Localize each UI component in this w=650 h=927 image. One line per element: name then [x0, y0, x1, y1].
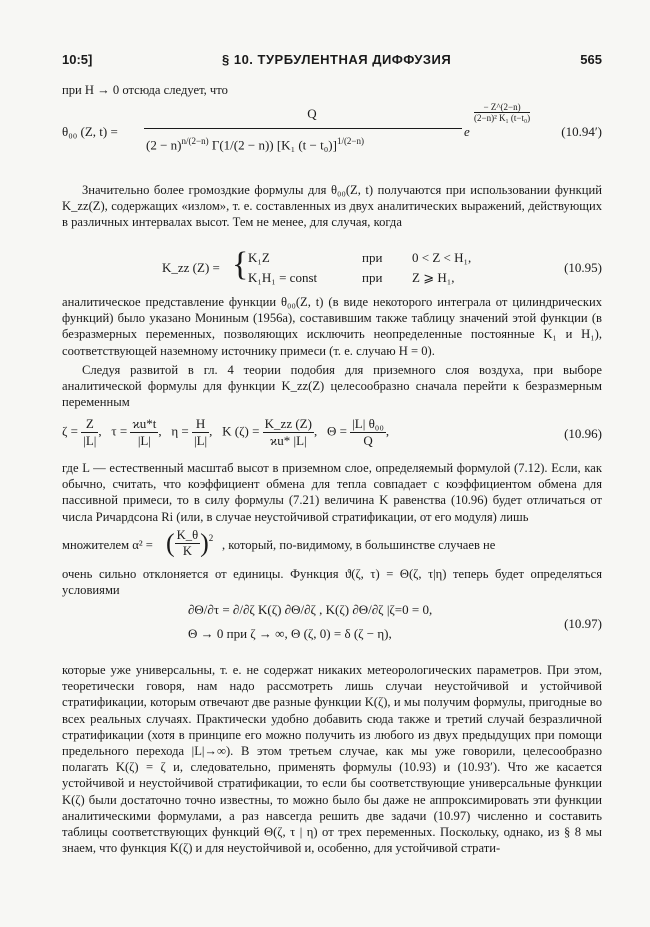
eq1-lhs: θ₀₀ (Z, t) = [62, 124, 118, 139]
header-section: 10:5] [62, 52, 93, 67]
eq1-number: (10.94′) [561, 124, 602, 139]
paragraph-function: очень сильно отклоняется от единицы. Функция ϑ(ζ, τ) = Θ(ζ, τ|η) теперь будет определяться условиями [62, 567, 602, 598]
eq1-exp-base: e [464, 124, 470, 139]
eq2-brace: { [232, 246, 249, 283]
equation-10-97 [62, 602, 602, 650]
running-header [62, 52, 602, 70]
eq3-body: ζ = $\frac{Z}{|L|}$ , τ = $\frac{ϰu*t}{|L|}$ , η = $\frac{H}{|L|}$ , K (ζ) = $\frac{K\_zz (Z)}{ϰu* |L|}$ , Θ = $\frac{\text{|L| θ₀₀}}{Q}$ , [62, 416, 390, 448]
equation-10-95 [62, 248, 602, 290]
equation-10-96 [62, 416, 602, 456]
eq1-fraction-bar [144, 128, 462, 129]
eq2-row2-cond: Z ⩾ H₁, [412, 270, 455, 285]
paragraph-similarity: Следуя развитой в гл. 4 теории подобия для приземного слоя воздуха, при выборе аналитической формулы для функции K_zz(Z) целесообразно сначала перейти к безразмерным переменным [62, 363, 602, 410]
eq2-number: (10.95) [564, 260, 602, 275]
page-number: 565 [580, 52, 602, 67]
eq4-line2: Θ → 0 при ζ → ∞, Θ (ζ, 0) = δ (ζ − η), [188, 626, 392, 641]
alpha-text: множителем α² = [62, 538, 153, 552]
eq2-row1-expr: K₁Z [248, 250, 270, 265]
paragraph-universal: которые уже универсальны, т. е. не содержат никаких метеорологических параметров. При этом, теоретически говоря, нам надо рассмотреть лишь случаи неустойчивой и устойчивой стратификации, которым отвечают две разные функции K(ζ), и мы получим формулы, пригодные во всех реальных случаях. Практически удобно добавить сюда также и третий случай безразличной стратификации (хотя в принципе его можно получить из любого из двух предыдущих при помощи предельного перехода |L|→∞). В этом третьем случае, как мы уже говорили, целесообразно полагать K(ζ) = ζ и, следовательно, применять формулы (10.93) и (10.93′). Что же касается устойчивой и неустойчивой стратификации, то если бы соответствующие универсальные функции K(ζ) были достаточно точно известны, то можно было бы даже не аппроксимировать эти функции аналитическими формулами, а раз навсегда решить две задачи (10.97) численно и составить таблицы соответствующих функций Θ(ζ, τ | η) от трех переменных. Поскольку, однако, из § 8 мы знаем, что функция K(ζ) и для неустойчивой и, особенно, для устойчивой страти- [62, 663, 602, 856]
paragraph-intro: при H → 0 отсюда следует, что [62, 83, 228, 97]
eq2-row1-cond: 0 < Z < H₁, [412, 250, 472, 265]
alpha-rest: , который, по-видимому, в большинстве случаев не [222, 538, 496, 552]
eq4-number: (10.97) [564, 616, 602, 631]
paragraph-scale: где L — естественный масштаб высот в приземном слое, определяемый формулой (7.12). Если, как обычно, считать, что коэффициент обмена для тепла совпадает с коэффициентом обмена для пассивной примеси, то в силу формулы (7.21) величина K равенства (10.96) будет отличаться от числа Ричардсона Ri (или, в случае неустойчивой стратификации, от его модуля) лишь [62, 461, 602, 524]
page [62, 0, 602, 927]
eq1-exponent: − Z^(2−n) (2−n)² K₁ (t−t₀) [474, 102, 531, 123]
eq2-row2-expr: K₁H₁ = const [248, 270, 318, 285]
equation-10-94 [62, 102, 602, 168]
eq2-row2-word: при [362, 270, 383, 285]
paragraph-kzz-intro: Значительно более громоздкие формулы для θ₀₀(Z, t) получаются при использовании функций K_zz(Z), содержащих «излом», т. е. составленных из двух аналитических выражений, действующих в различных интервалах высот. Тем не менее, для случая, когда [62, 183, 602, 230]
header-title: § 10. ТУРБУЛЕНТНАЯ ДИФФУЗИЯ [222, 52, 452, 67]
eq1-denominator: $(2 - n)^{n/(2-n)}$ Γ(1/(2 − n)) [K₁ (t − t₀)]$^{1/(2-n)}$ [146, 136, 365, 153]
eq2-lhs: K_zz (Z) = [162, 260, 220, 275]
eq2-row1-word: при [362, 250, 383, 265]
line-alpha [62, 528, 602, 564]
alpha-frac: ( $\frac{K\_\theta}{K}$ )$^2$ [166, 528, 214, 558]
eq3-number: (10.96) [564, 426, 602, 441]
paragraph-monin: аналитическое представление функции θ₀₀(Z, t) (в виде некоторого интеграла от цилиндрических функций) было указано Мониным (1956а), составившим также таблицу значений этой функции (в безразмерных переменных, позволяющих исключить неопределенные постоянные K₁ и H₁), соответствующей наземному источнику примеси (т. е. случаю H = 0). [62, 295, 602, 358]
eq1-numerator: Q [307, 106, 317, 121]
eq4-line1: ∂Θ/∂τ = ∂/∂ζ K(ζ) ∂Θ/∂ζ , K(ζ) ∂Θ/∂ζ |ζ=0 = 0, [188, 602, 433, 617]
